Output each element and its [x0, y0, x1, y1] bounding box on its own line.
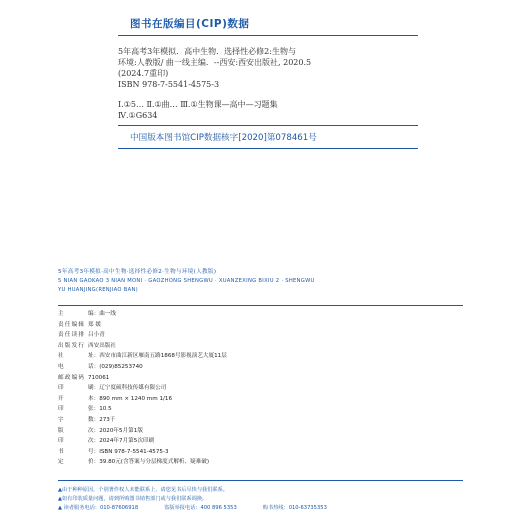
info-row	[58, 415, 478, 426]
info-top-rule	[58, 305, 463, 306]
info-label: 责任读排	[58, 332, 86, 339]
purchase-phone: 购书热线：010-63735353	[262, 504, 327, 511]
info-row	[58, 330, 478, 341]
info-value: 710061	[88, 374, 110, 381]
cip-class-line: Ⅰ.①5… Ⅱ.①曲… Ⅲ.①生物课—高中—习题集	[118, 100, 278, 109]
info-value: 数：273千	[88, 416, 116, 423]
book-title-zh: 5年高考3年模拟·高中生物·选择性必修2·生物与环境(人教版)	[58, 269, 217, 275]
info-row	[58, 373, 478, 384]
info-value: 编：曲一线	[88, 311, 116, 317]
book-title-en: 5 NIAN GAOKAO 3 NIAN MONI · GAOZHONG SHENGWU · XUANZEXING BIXIU 2 · SHENGWU	[58, 278, 315, 284]
cip-record	[118, 46, 418, 121]
info-bottom-rule	[58, 480, 463, 481]
cip-line: 环境:人教版/ 曲一线主编．--西安:西安出版社, 2020.5	[118, 58, 312, 67]
info-label: 主	[58, 311, 65, 317]
info-value: 西安出版社	[88, 342, 116, 349]
info-row	[58, 447, 478, 458]
info-label: 出版发行	[58, 342, 86, 349]
info-label: 字	[58, 416, 65, 423]
info-value: 次：2024年7月第5次印刷	[88, 438, 155, 445]
phone-line	[58, 504, 478, 513]
cip-mid-rule	[118, 125, 418, 126]
info-row	[58, 309, 478, 320]
piracy-report-phone: 盗版举报电话：400 896 5353	[164, 504, 237, 511]
info-row	[58, 436, 478, 447]
cip-isbn: ISBN 978-7-5541-4575-3	[118, 80, 220, 89]
reader-service-phone: ▲ 读者服务电话：010-87606918	[58, 504, 139, 511]
cip-top-rule	[118, 35, 418, 36]
info-value: 次：2020年5月第1版	[88, 427, 143, 434]
notice-line: ▲由于种种原因，个别著作权人未能联系上，请您见书后尽快与我们联系。	[58, 487, 228, 493]
info-row	[58, 362, 478, 373]
publication-info	[58, 309, 478, 468]
cip-class-line: Ⅳ.①G634	[118, 111, 158, 120]
info-row	[58, 383, 478, 394]
info-value: 本：890 mm × 1240 mm 1/16	[88, 395, 173, 402]
info-value: 张：10.5	[88, 406, 112, 413]
cip-bottom-rule	[118, 148, 418, 149]
info-label: 印	[58, 385, 65, 392]
info-label: 电	[58, 363, 65, 370]
info-value: 号：ISBN 978-7-5541-4575-3	[88, 448, 169, 455]
book-title-en: YU HUANJING(RENJIAO BAN)	[58, 287, 138, 293]
info-row	[58, 320, 478, 331]
notice-block	[58, 486, 478, 512]
info-label: 社	[58, 353, 65, 360]
info-value: 吕小青	[88, 332, 105, 339]
info-row	[58, 394, 478, 405]
info-value: 价：39.80元(含答案与分层梯度式解析、疑难破)	[88, 459, 210, 466]
info-value: 刷：辽宁度硕科技传媒有限公司	[88, 385, 167, 392]
info-label: 开	[58, 395, 65, 402]
info-row	[58, 341, 478, 352]
cip-number: 中国版本图书馆CIP数据核字[2020]第078461号	[130, 133, 317, 143]
info-row	[58, 351, 478, 362]
info-value: 址：西安市曲江新区雁南五路1868号影视演艺大厦11层	[88, 353, 227, 360]
book-title-block	[58, 268, 458, 295]
info-row	[58, 457, 478, 468]
info-label: 定	[58, 459, 65, 466]
info-label: 书	[58, 448, 65, 455]
info-label: 版	[58, 427, 65, 434]
cip-line: (2024.7重印)	[118, 69, 169, 78]
info-label: 邮政编码	[58, 374, 86, 381]
info-value: 郑 媛	[88, 321, 101, 328]
info-row	[58, 426, 478, 437]
info-row	[58, 404, 478, 415]
notice-line: ▲如有印装质量问题，请到所购图书销售部门或与我们联系调换。	[58, 495, 208, 502]
info-label: 责任编辑	[58, 321, 86, 328]
cip-title: 图书在版编目(CIP)数据	[130, 18, 250, 30]
info-label: 印	[58, 438, 65, 445]
cip-line: 5年高考3年模拟．高中生物．选择性必修2:生物与	[118, 47, 296, 56]
info-value: 话：(029)85253740	[88, 363, 143, 370]
info-label: 印	[58, 406, 65, 413]
